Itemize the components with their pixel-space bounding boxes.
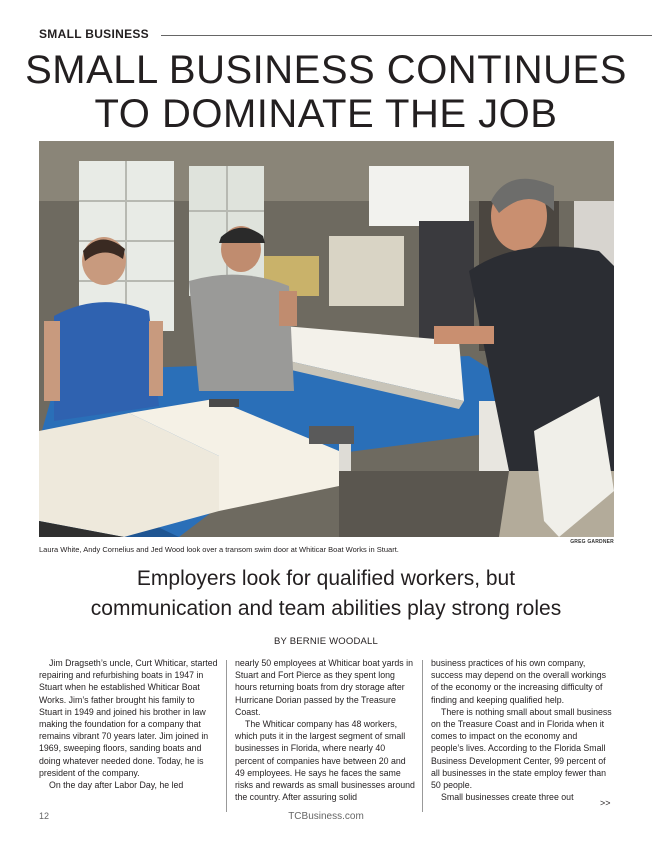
- paragraph: Jim Dragseth’s uncle, Curt Whiticar, started repairing and refurbishing boats in 1947 in Stuart when he established Whiticar Boat Works. Jim’s father brought his family to Stuart in 1949 and joined his brother in law making the foundation for a company that remains vibrant 70 years later. Jim joined in 1969, sweeping floors, sanding boats and doing whatever needed done. Today, he is president of the company.: [39, 658, 218, 778]
- site-url: TCBusiness.com: [288, 811, 364, 822]
- paragraph: On the day after Labor Day, he led: [49, 780, 184, 791]
- byline: BY BERNIE WOODALL: [273, 636, 379, 647]
- paragraph: nearly 50 employees at Whiticar boat yards in Stuart and Fort Pierce as they spent long hours returning boats from dry storage after Hurricane Dorian passed by the Treasure Coast.: [235, 658, 413, 717]
- feature-photo: [39, 141, 614, 537]
- paragraph: The Whiticar company has 48 workers, which puts it in the largest segment of small businesses in Florida, where nearly 40 percent of companies have between 20 and 49 employees. He says he faces the same risks and rewards as small businesses around the country. After assuring solid: [235, 719, 415, 803]
- article-column-2: [235, 657, 416, 803]
- paragraph: Small businesses create three out: [441, 792, 574, 803]
- photo-caption: Laura White, Andy Cornelius and Jed Wood look over a transom swim door at Whiticar Boat Works in Stuart.: [39, 545, 399, 554]
- photo-credit: GREG GARDNER: [570, 539, 614, 545]
- section-header: [39, 27, 652, 41]
- paragraph: business practices of his own company, success may depend on the overall workings of the economy or the increasing difficulty of finding and keeping qualified help.: [431, 658, 607, 705]
- paragraph: There is nothing small about small business on the Treasure Coast and in Florida when it comes to impact on the economy and people’s lives. According to the Florida Small Business Development Center, 99 percent of all businesses in the state employ fewer than 50 people.: [431, 706, 612, 791]
- deck-line-2: communication and team abilities play strong roles: [90, 597, 562, 620]
- deck: [20, 564, 632, 624]
- page-number: 12: [39, 811, 50, 821]
- article-column-3: [431, 657, 612, 803]
- section-rule: [161, 35, 652, 36]
- article-body: [39, 657, 614, 812]
- headline-line-1: SMALL BUSINESS CONTINUES: [25, 48, 627, 92]
- headline-line-2: TO DOMINATE THE JOB: [94, 92, 558, 136]
- continue-arrow-icon: >>: [600, 798, 611, 808]
- deck-line-1: Employers look for qualified workers, but: [136, 567, 516, 590]
- section-label: SMALL BUSINESS: [39, 27, 155, 41]
- article-column-1: [39, 657, 220, 791]
